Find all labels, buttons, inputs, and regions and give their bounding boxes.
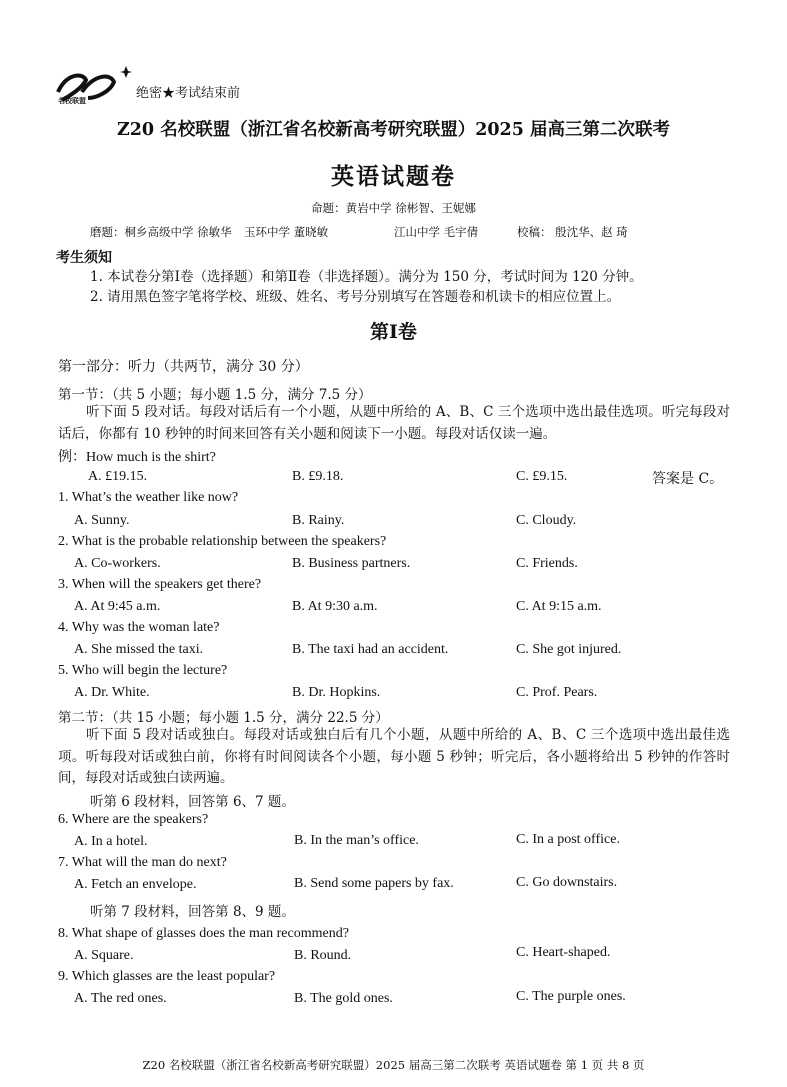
section1-title: 第一节：（共 5 小题；每小题 1.5 分，满分 7.5 分） bbox=[58, 387, 372, 403]
option-a: A. She missed the taxi. bbox=[74, 642, 204, 657]
option-b: B. £9.18. bbox=[292, 469, 344, 484]
logo-text: 名校联盟 bbox=[58, 97, 86, 105]
option-c: C. Heart-shaped. bbox=[516, 945, 611, 960]
material-6-note: 听第 6 段材料，回答第 6、7 题。 bbox=[90, 794, 295, 810]
notice-item: 2. 请用黑色签字笔将学校、班级、姓名、考号分别填写在答题卷和机读卡的相应位置上。 bbox=[90, 289, 621, 305]
volume-title: 第Ⅰ卷 bbox=[370, 321, 417, 343]
option-a: A. Sunny. bbox=[74, 513, 130, 528]
option-a: A. Square. bbox=[74, 948, 134, 963]
question-7: 7. What will the man do next? bbox=[58, 855, 227, 870]
section1-instructions: 听下面 5 段对话。每段对话后有一个小题，从题中所给的 A、B、C 三个选项中选出最佳选项。听完每段对话后，你都有 10 秒钟的时间来回答有关小题和阅读下一小题。每段对话仅读一遍。 bbox=[58, 404, 730, 442]
question-4: 4. Why was the woman late? bbox=[58, 620, 220, 635]
z20-logo bbox=[52, 62, 132, 110]
section2-instructions: 听下面 5 段对话或独白。每段对话或独白后有几个小题，从题中所给的 A、B、C 三个选项中选出最佳选项。听每段对话或独白前，你将有时间阅读各个小题，每小题 5 秒钟；听完后，各小题将给出 5 秒钟的作答时间，每段对话或独白读两遍。 bbox=[58, 727, 730, 786]
option-b: B. Business partners. bbox=[292, 556, 411, 571]
notice-heading: 考生须知 bbox=[56, 250, 112, 266]
reviewer-1: 磨题：桐乡高级中学 徐敏华 bbox=[90, 225, 232, 239]
option-b: B. The gold ones. bbox=[294, 991, 393, 1006]
option-a: A. The red ones. bbox=[74, 991, 167, 1006]
option-c: C. £9.15. bbox=[516, 469, 568, 484]
reviewer-3: 江山中学 毛宇倩 bbox=[394, 225, 479, 239]
proofreader: 校稿： 殷沈华、赵 琦 bbox=[517, 225, 628, 239]
option-c: C. At 9:15 a.m. bbox=[516, 599, 602, 614]
option-b: B. Send some papers by fax. bbox=[294, 876, 454, 891]
option-b: B. Rainy. bbox=[292, 513, 345, 528]
option-c: C. The purple ones. bbox=[516, 989, 626, 1004]
subject-title: 英语试题卷 bbox=[331, 163, 456, 190]
option-c: C. Cloudy. bbox=[516, 513, 577, 528]
example-question: 例：How much is the shirt? bbox=[58, 450, 216, 465]
exam-main-title: Z20 名校联盟（浙江省名校新高考研究联盟）2025 届高三第二次联考 bbox=[116, 120, 671, 140]
question-2: 2. What is the probable relationship between the speakers? bbox=[58, 534, 387, 549]
option-a: A. At 9:45 a.m. bbox=[74, 599, 161, 614]
option-a: A. £19.15. bbox=[88, 469, 148, 484]
question-8: 8. What shape of glasses does the man recommend? bbox=[58, 926, 349, 941]
material-7-note: 听第 7 段材料，回答第 8、9 题。 bbox=[90, 904, 295, 920]
option-b: B. In the man’s office. bbox=[294, 833, 419, 848]
part1-title: 第一部分：听力（共两节，满分 30 分） bbox=[58, 359, 309, 375]
question-1: 1. What’s the weather like now? bbox=[58, 490, 239, 505]
option-b: B. The taxi had an accident. bbox=[292, 642, 449, 657]
confidential-label: 绝密★考试结束前 bbox=[136, 86, 241, 101]
question-5: 5. Who will begin the lecture? bbox=[58, 663, 228, 678]
question-6: 6. Where are the speakers? bbox=[58, 812, 209, 827]
option-c: C. In a post office. bbox=[516, 832, 620, 847]
option-b: B. Dr. Hopkins. bbox=[292, 685, 381, 700]
reviewers-line bbox=[90, 224, 628, 240]
option-a: A. Fetch an envelope. bbox=[74, 877, 197, 892]
authors-line: 命题：黄岩中学 徐彬智、王妮娜 bbox=[311, 201, 476, 215]
option-b: B. Round. bbox=[294, 948, 352, 963]
notice-item: 1. 本试卷分第Ⅰ卷（选择题）和第Ⅱ卷（非选择题）。满分为 150 分，考试时间为 120 分钟。 bbox=[90, 269, 643, 285]
question-9: 9. Which glasses are the least popular? bbox=[58, 969, 276, 984]
option-c: C. Friends. bbox=[516, 556, 578, 571]
option-c: C. Prof. Pears. bbox=[516, 685, 598, 700]
page-footer: Z20 名校联盟（浙江省名校新高考研究联盟）2025 届高三第二次联考 英语试题卷 第 1 页 共 8 页 bbox=[142, 1058, 645, 1072]
question-3: 3. When will the speakers get there? bbox=[58, 577, 262, 592]
example-answer: 答案是 C。 bbox=[652, 471, 724, 487]
option-c: C. She got injured. bbox=[516, 642, 622, 657]
option-a: A. Co-workers. bbox=[74, 556, 161, 571]
option-c: C. Go downstairs. bbox=[516, 875, 618, 890]
option-b: B. At 9:30 a.m. bbox=[292, 599, 378, 614]
option-a: A. In a hotel. bbox=[74, 834, 148, 849]
option-a: A. Dr. White. bbox=[74, 685, 150, 700]
reviewer-2: 玉环中学 董晓敏 bbox=[244, 225, 329, 239]
section2-title: 第二节：（共 15 小题；每小题 1.5 分，满分 22.5 分） bbox=[58, 710, 389, 726]
